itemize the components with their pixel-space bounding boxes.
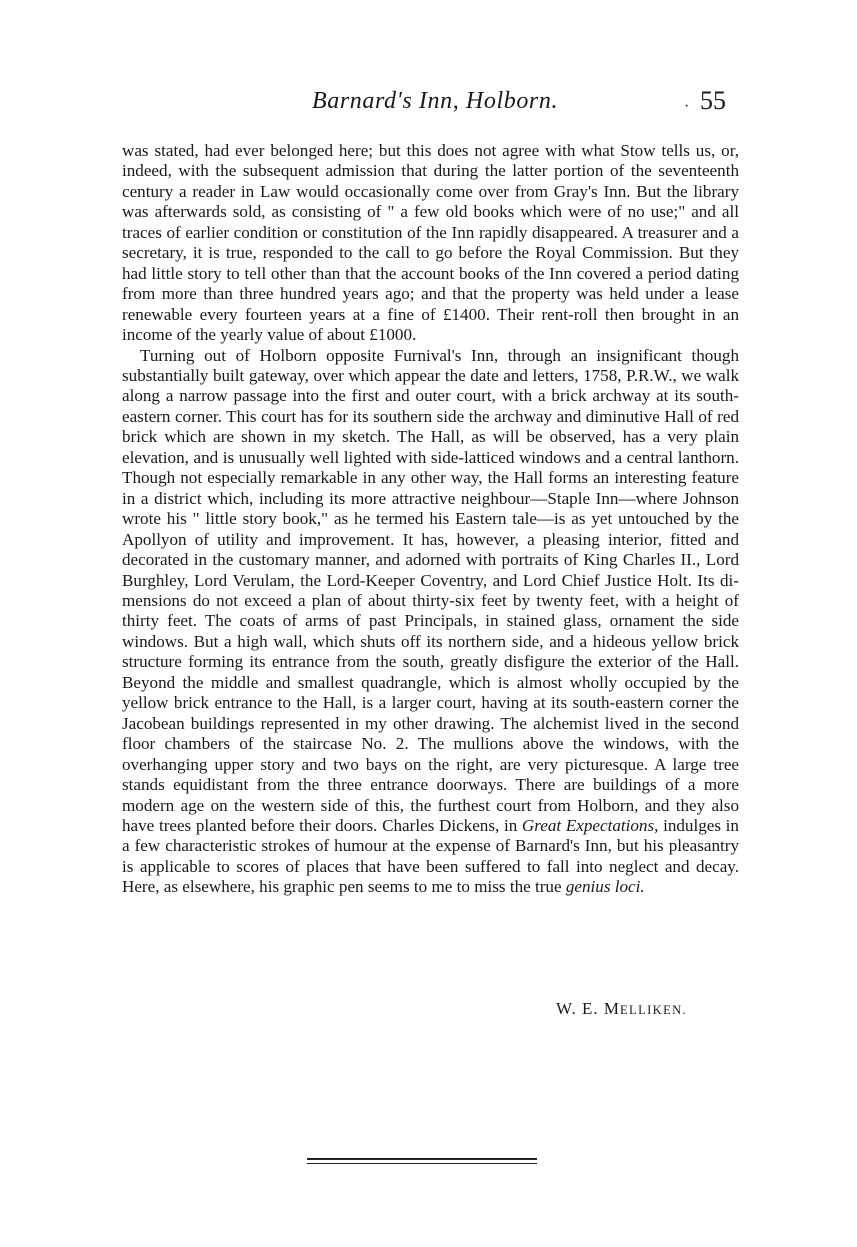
signature-surname: ELLIKEN.: [620, 1003, 688, 1017]
rule-line-thick: [307, 1158, 537, 1160]
paragraph-2: [122, 346, 739, 898]
page-number: 55: [700, 86, 726, 115]
author-signature: [556, 999, 687, 1019]
page-header: [0, 88, 857, 124]
running-title: Barnard's Inn, Holborn.: [312, 88, 559, 114]
book-title-great-expectations: Great Expectations,: [521, 815, 659, 835]
signature-initials: W. E. M: [556, 999, 620, 1018]
paragraph-2-text-a: Turning out of Holborn opposite Furnival's Inn, through an insignificant though substantially built gateway, over which appear the date and letters, 1758, P.R.W., we walk along a narrow passage into the first and outer court, with a brick archway at its south-eastern corner. This court has for its southern side the archway and diminutive Hall of red brick which are shown in my sketch. The Hall, as will be observed, has a very plain elevation, and is unusually well lighted with side-latticed windows and a central lanthorn. Though not especially remarkable in any other way, the Hall forms an interesting feature in a district which, including its more attractive neighbour—Staple Inn—where Johnson wrote his " little story book," as he termed his Eastern tale—is as yet untouched by the Apollyon of utility and improvement. It has, however, a pleasing interior, fitted and decorated in the customary manner, and adorned with portraits of King Charles II., Lord Burghley, Lord Verulam, the Lord-Keeper Coventry, and Lord Chief Justice Holt. Its dimensions do not exceed a plan of about thirty-six feet by twenty feet, with a height of thirty feet. The coats of arms of past Principals, in stained glass, ornament the side windows. But a high wall, which shuts off its northern side, and a hideous yellow brick structure forming its entrance from the south, greatly disfigure the exterior of the Hall. Beyond the middle and smallest quadrangle, which is almost wholly occupied by the yellow brick entrance to the Hall, is a larger court, having at its south-eastern corner the Jacobean buildings represented in my other drawing. The alchemist lived in the second floor chambers of the staircase No. 2. The mullions above the windows, with the overhanging upper story and two bays on the right, are very picturesque. A large tree stands equidistant from the three entrance doorways. There are buildings of a more modern age on the western side of this, the furthest court from Holborn, and they also have trees planted before their doors. Charles Dickens, in: [122, 345, 739, 835]
header-dot: ·: [684, 98, 690, 115]
rule-line-thin: [307, 1163, 537, 1164]
paragraph-2-text-b: indulges in a few characteristic strokes of humour at the expense of Barnard's Inn, but his pleasantry is applicable to scores of places that have been suffered to fall into neglect and decay. Here, as elsewhere, his graphic pen seems to me to miss the true: [122, 815, 739, 897]
article-body: [122, 141, 739, 898]
latin-phrase: genius loci.: [565, 877, 645, 897]
closing-double-rule: [307, 1158, 537, 1165]
paragraph-1: was stated, had ever belonged here; but this does not agree with what Stow tells us, or, indeed, with the subsequent admission that during the latter portion of the seventeenth century a reader in Law would occasionally come over from Gray's Inn. But the library was afterwards sold, as consisting of " a few old books which were of no use;" and all traces of earlier condition or constitution of the Inn rapidly disappeared. A treasurer and a secretary, it is true, responded to the call to go before the Royal Commission. But they had little story to tell other than that the account books of the Inn covered a period dating from more than three hundred years ago; and that the property was held under a lease renewable every fourteen years at a fine of £1400. Their rent-roll then brought in an income of the yearly value of about £1000.: [122, 141, 739, 345]
